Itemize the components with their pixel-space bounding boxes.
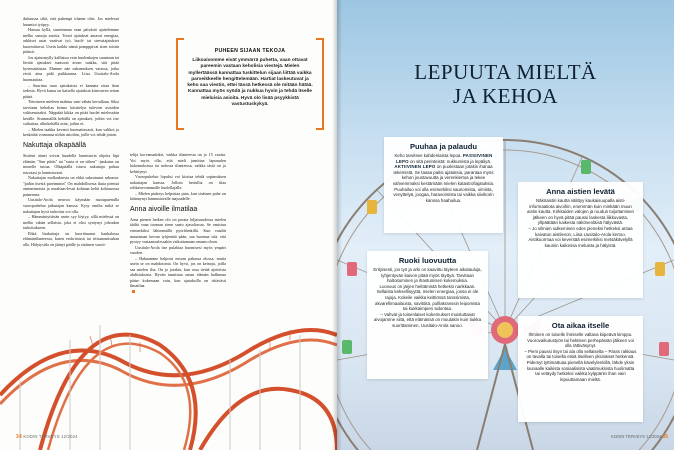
keyword: AKTIIVINEN LEPO bbox=[394, 164, 436, 170]
tip-box-puuhaa bbox=[384, 137, 503, 233]
subheading-nakuttaja: Nakuttaja olkapäällä bbox=[23, 142, 87, 150]
paragraph: Tietoiseen mieleen mahtuu vain vähän kerrallaan. Siksi tarvitaan keholtas ketmo käsittelyn tulevien asioiden valitsemiseksi. Näppäää kikka on pitää huolet mielessään kerälle. Sisimmäillä kehällä on ajatukset, joihin voi itse vaikuttaa, ulkokehällä asiat, joihin ei. bbox=[23, 99, 119, 127]
subheading-aivoille: Anna aivoille ilmatilaa bbox=[130, 205, 198, 213]
tip-title: Puuhaa ja palaudu bbox=[409, 142, 478, 151]
paragraph: – Hämmästyttävän usein syy löytyy, sillä mielessä on melko vahän sellaisia, joka ei olisi syntynyt johonkin tarkoitukseen. bbox=[23, 214, 119, 231]
page-number: 34 bbox=[16, 434, 22, 440]
tip-text: Ihminen on toiselle ihmiselle valtava kiipeävä kimppu. Vuorovaikutustyön tai hektisen perhepäivän jälkeen voi olla rättiväsynyt. bbox=[527, 332, 634, 349]
tip-text: on sitä perinteistä: nukkumista ja lepäilyä. bbox=[409, 158, 492, 164]
right-page bbox=[337, 0, 674, 450]
tip-text: Erityisesti, jos työ ja arki on kaavittu täyteen aikatauluja, tyhjentyvän kaivon pitää myös täyttyä. Tarvitaan haltoituminen ja ihastumisen kokemuksia. bbox=[373, 267, 482, 284]
page-number: 35 bbox=[662, 434, 668, 440]
tip-text: – Pieni paussi itsyn tai ala olla sellaiselta – Paras rakkaus on tavalla tai toisella etsiä itselleen yksinäiset hetkensä. Pidemyt tyttimattuaa pienellä kävelylenkillä, lähde yksin lounaalle kaikista sosiaalisista vaatimuksista huolimatta tai vetäydy hetkeksi vaikka kylppäriin ihan vain lepuuttamaan mieltä. bbox=[524, 348, 637, 382]
paragraph: – Mielen pinkeys helpottaa pian, kun sisäinen puhe on käännynyt kannustavalle taajuudelle. bbox=[130, 190, 226, 202]
pull-quote-title: PUHEEN SIJAAN TEKOJA bbox=[214, 48, 286, 54]
paragraph: duttaussa siltä, että pahempi tilanne olisi. Jos mielessä huumioi työpyy. bbox=[23, 16, 119, 27]
tip-text: Näköaistin kautta välittyy kaukaisuupalla aisti-informaatiota aivoihin, enemmän kuin minkään muun aistin kautta. Kirkkaiden valojen ja ruudun tuijottamisen jälkeen on hyvä pitää paussi laskesta liikkuvasta, yllpäätään kaikesta näkövenläisä hälyvästä. bbox=[527, 198, 634, 226]
feature-title bbox=[337, 60, 674, 108]
paragraph: – Suurima osaa ajatuksista ei kannata ottaa ihan todesta. Hyvä kamu on katsella ajatuksia kiinvarren reitan pääsä. bbox=[23, 82, 119, 99]
tip-text: Aistikuormaa voi keventää esimerkiksi metsäkävelyllä kauniin kaikessa meluista ja hälyistä. bbox=[528, 237, 633, 248]
page-gutter bbox=[332, 0, 342, 450]
paragraph: Vuoropuhelun lopuksi voi kiottaa tehdä sopimuksen nakuttajan kanssa. Jolloin hertullia on tilaa rohkaisevammalle huolellajalle. bbox=[130, 174, 226, 191]
tip-title: Ota aikaa itselle bbox=[551, 321, 610, 330]
paragraph: Jos ajatusmylly kallistuu vain huolenkojen suuntaan tai läväät ajatukset tuntuvat aivan saakka, sitä pitää kysemalaistaa. Ehmme näe uskomuksen varassa, jotka eivät aina pidä paikkaansa. Liisa Uusitalo-Arola huomauttaa. bbox=[23, 54, 119, 83]
tip-text: – Jo silmien sulkeminen edes pieneksi hetkeksi antaa kaivatun aistilevon, Liisa Uusitalo-Arola kertoo. bbox=[528, 225, 633, 237]
bracket-left bbox=[176, 38, 184, 130]
tip-title: Anna aistien levätä bbox=[546, 187, 615, 196]
paragraph: telija korvamadoksi, vaikka tilanteesta on jo 15 vuotta. Voi myös olla, että mieli jumittaa lapsuuden kokemuksissa tai nolossa tilanteissa, vaikka tästä on jo kehittynyt. bbox=[130, 152, 226, 174]
tip-box-luovuus bbox=[367, 251, 488, 379]
paragraph: – Hakuamme helposti ensom pahassa olossa, mutta usein se on mahdotonta. On hyvä, jos on keinoja, joilla saa mielen ilsa. On jo jotakin, kun ossa tietää ajotteista ahdistuksista. Hyvän tunnistaa oman elämän hallinnaa pääse kokemaan vain, kun ajatuksilla on rittävästi ilmatilaa. bbox=[130, 255, 226, 289]
folio-text: KODIN TERVEYS 12/2024 bbox=[23, 434, 78, 439]
paragraph: Arna pienen hetken olo on perata hiljaisuudessa mielen täältä vaan tuoman siene saetu ajasoltavaa. Se omistuu esimerkiksi lähimmällä pyörälenkillä. Kun vaaditi muutaman kerran tyhjentää pään, saa huomaa sitä, että pystyy vastaanoulessakin vaikuttamaan omaan oloon. bbox=[130, 216, 226, 245]
tip-box-aikaa bbox=[518, 316, 643, 422]
pull-quote-body: Liikoaivomme eivät ymmärrä puhetta, vaan ottavat pareemin vastaan keholisia viestejä. Mielen myllertäässä kannattaa tuskittelun sijaan liittää vaikka parveikkeelle hengittelemään. Hartiat laskeutuvat ja keho saa viestin, ettei tässä hetkessä ole mitään hätää. Kannattaa myös syödä ja nukkua hyvin ja tehdä itselle mieluisia asioita. Hyvä olo lisää psyykkistä vastustuskykyä. bbox=[187, 58, 313, 108]
tip-box-aistit bbox=[518, 182, 643, 298]
tip-text: on puolestaan jotakin ihanaa tekemistä. Se tasaa paitsi ajatuksia, parantaa myös kehon joustavuutta ja verenkiertoa ja tekee vahvemmaksi kestämään mielen katastrofiajatuksia. Puuhailuo voi olla esimerkiksi saunomista, uimista, venyttelyä, joogaa, haravoimista tai vaikka siivikorin kanssa haahuilua. bbox=[392, 164, 495, 203]
folio-text: KODIN TERVEYS 12/2024 bbox=[611, 434, 662, 439]
folio-right bbox=[611, 434, 668, 440]
article-column-2 bbox=[130, 152, 226, 295]
paragraph: – Mielen taakka keventi huomattavasti, kun valikot ja keskittää voimansa niihin asioihin, joille voi tehdä jotain. bbox=[23, 126, 119, 138]
end-mark bbox=[132, 290, 135, 293]
paragraph: Nakuttajan mollauksesta on ehkä sukeutunut sekunsa: "pidän itsestä pareimmin" On mahdollisesta ikuta pientsä ominnismista ja usealtaas-lessä kohtaan keltä kohtuuossa painesena. bbox=[23, 175, 119, 197]
tip-text: – Vahvat ja toisenlaiset kokemukset muistuttavat aivojamme siitä, että elämässä on muutakin kuin tiukka suorittaminen, Uusitalo-Arola sanoo. bbox=[373, 311, 482, 328]
paragraph: Uusitalo-Arola itse pulahtaa huomisesi myös ympäri vuoden. bbox=[130, 244, 226, 256]
paragraph: Uusitalo-Arola neuvoo käymään nuotapuemilla vuoropuhelua jatkutajan kanssa. Kysy omilta mikä se nakuttajan hyvä tarkoitus voi olla. bbox=[23, 197, 119, 214]
title-line-2: JA KEHOA bbox=[453, 84, 558, 108]
keyword: PASSIIVINEN LEPO bbox=[395, 153, 493, 164]
tip-title: Ruoki luovuutta bbox=[398, 256, 457, 265]
paragraph: Hassua kyllä, suurimman osan päivästä ajattelemme melko samoja asioita. Toiset ajatukset antavat energiaa, arkkiset asiat vaativat työ, huoli- tai stressiajatukset kuormittavat. Usein kaikki nämä pompppivat siten toisiin päässä. bbox=[23, 27, 119, 55]
title-line-1: LEPUUTA MIELTÄ bbox=[414, 60, 597, 84]
bracket-right bbox=[316, 38, 324, 130]
paragraph: Ehkä lisakuttaja on kuorittuunut hankalassa elämäntilanteessa, kuten erokriisissä tai irtisanomisuhan alla. Hälytystila on jäänyt päälle ja sisäinen varoit- bbox=[23, 230, 119, 247]
pull-quote-box bbox=[176, 38, 324, 128]
paragraph: Sisäiset äänet voivat huudella lannistavia ohjeita läpi elämän. "Sun pitäis" tai "susta ei on siihen" -jankutus on monelle tuttua. Olkapäällä istuva nakuttaja puhuu ruuvaasi ja lannistavasti. bbox=[23, 153, 119, 175]
tip-text: Luovuus on järjen heittämistä hetkeksi narikkaan. Sellaista keksellisyyttä, mielen energiaa, jossa ei ole rajoja. Kokeile vaikka keittiössä tanssimista, akvarellimaalausta, savitöitä, pulllakranssin leipomista tai kukkaimpien sidontaa. bbox=[375, 283, 480, 312]
tip-text: Keho tarvitsee kahdenlaista lepoa. bbox=[394, 153, 462, 158]
folio-left bbox=[16, 434, 78, 440]
article-column-1 bbox=[23, 16, 119, 247]
